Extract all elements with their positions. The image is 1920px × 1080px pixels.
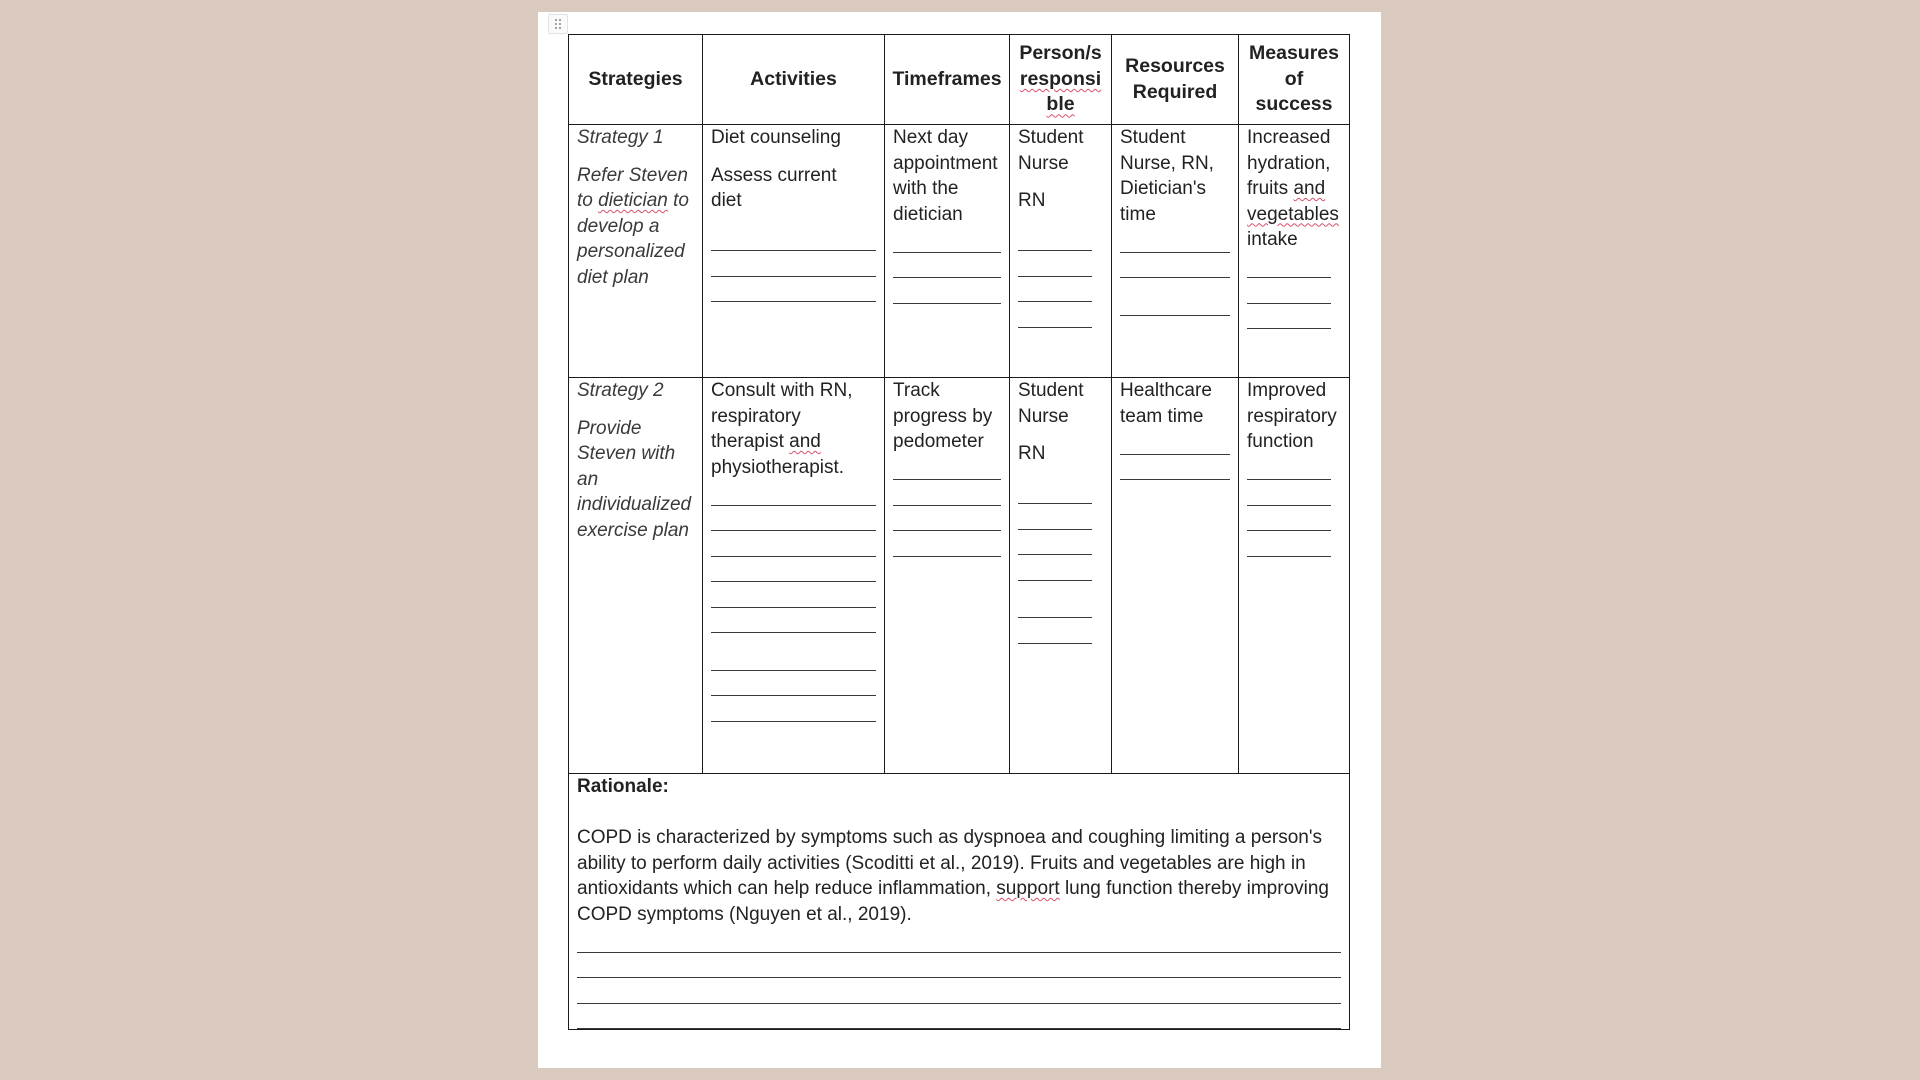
blank-line: [1120, 429, 1230, 455]
blank-line: [1120, 227, 1230, 253]
blank-line: [1018, 226, 1092, 252]
blank-line: [1018, 251, 1092, 277]
activities-1-cell[interactable]: Diet counseling Assess current diet: [703, 125, 885, 378]
blank-line: [711, 226, 876, 252]
rationale-title: Rationale:: [577, 776, 669, 797]
blank-line: [711, 557, 876, 583]
strategy-2-row: [569, 378, 1350, 774]
blank-line: [1018, 277, 1092, 303]
header-strategies: Strategies: [569, 35, 703, 125]
blank-line: [1247, 506, 1331, 532]
strategy-1-label: Strategy 1: [577, 127, 664, 148]
strategy-2-cell[interactable]: [569, 378, 703, 774]
blank-line: [711, 251, 876, 277]
resources-1-cell[interactable]: Student Nurse, RN, Dietician's time: [1112, 125, 1239, 378]
blank-line: [1120, 455, 1230, 481]
strategy-1-text: Refer Steven to dietician to develop a personalized diet plan: [577, 164, 689, 288]
blank-line: [577, 953, 1341, 979]
header-persons-responsible: Person/s responsi ble: [1010, 35, 1112, 125]
measures-2-cell[interactable]: Improved respiratory function: [1239, 378, 1350, 774]
blank-line: [893, 506, 1001, 532]
blank-line: [711, 696, 876, 722]
blank-line: [711, 506, 876, 532]
resources-2-cell[interactable]: Healthcare team time: [1112, 378, 1239, 774]
strategy-1-cell[interactable]: [569, 125, 703, 378]
header-timeframes: Timeframes: [885, 35, 1010, 125]
blank-line: [893, 253, 1001, 279]
blank-line: [893, 455, 1001, 481]
strategy-2-label: Strategy 2: [577, 380, 664, 401]
activities-2-cell[interactable]: Consult with RN, respiratory therapist and physiotherapist.: [703, 378, 885, 774]
rationale-body: COPD is characterized by symptoms such as dyspnoea and coughing limiting a person's ability to perform daily activities (Scoditti et al., 2019). Fruits and vegetables are high in antioxidants which can help reduce inflammation, support lung function thereby improving COPD symptoms (Nguyen et al., 2019).: [577, 827, 1329, 925]
blank-line: [711, 608, 876, 634]
blank-line: [1018, 504, 1092, 530]
blank-line: [577, 927, 1341, 953]
blank-line: [1018, 593, 1092, 619]
blank-line: [1018, 530, 1092, 556]
blank-line: [577, 1004, 1341, 1030]
blank-line: [1018, 618, 1092, 644]
blank-line: [1247, 253, 1331, 279]
timeframes-2-cell[interactable]: Track progress by pedometer: [885, 378, 1010, 774]
blank-line: [893, 278, 1001, 304]
blank-line: [893, 480, 1001, 506]
table-drag-handle[interactable]: [548, 14, 568, 34]
blank-line: [1018, 479, 1092, 505]
blank-line: [1120, 290, 1230, 316]
blank-line: [711, 582, 876, 608]
blank-line: [1247, 455, 1331, 481]
blank-line: [1247, 531, 1331, 557]
blank-line: [711, 671, 876, 697]
strategy-1-row: [569, 125, 1350, 378]
blank-line: [577, 978, 1341, 1004]
blank-line: [893, 227, 1001, 253]
blank-line: [711, 480, 876, 506]
header-measures-of-success: Measures of success: [1239, 35, 1350, 125]
care-plan-table: [568, 34, 1350, 1030]
measures-1-cell[interactable]: Increased hydration, fruits and vegetables intake: [1239, 125, 1350, 378]
header-row: [569, 35, 1350, 125]
drag-handle-icon: [554, 18, 562, 30]
timeframes-1-cell[interactable]: Next day appointment with the dietician: [885, 125, 1010, 378]
blank-line: [711, 277, 876, 303]
header-resources-required: Resources Required: [1112, 35, 1239, 125]
blank-line: [1247, 278, 1331, 304]
rationale-row: [569, 774, 1350, 1030]
rationale-cell[interactable]: [569, 774, 1350, 1030]
blank-line: [893, 531, 1001, 557]
blank-line: [711, 645, 876, 671]
blank-line: [1018, 555, 1092, 581]
document-page: [538, 12, 1381, 1068]
blank-line: [711, 531, 876, 557]
persons-2-cell[interactable]: Student Nurse RN: [1010, 378, 1112, 774]
blank-line: [1018, 302, 1092, 328]
blank-line: [1247, 304, 1331, 330]
persons-1-cell[interactable]: Student Nurse RN: [1010, 125, 1112, 378]
blank-line: [1120, 253, 1230, 279]
header-activities: Activities: [703, 35, 885, 125]
blank-line: [1247, 480, 1331, 506]
strategy-2-text: Provide Steven with an individualized exercise plan: [577, 417, 692, 541]
